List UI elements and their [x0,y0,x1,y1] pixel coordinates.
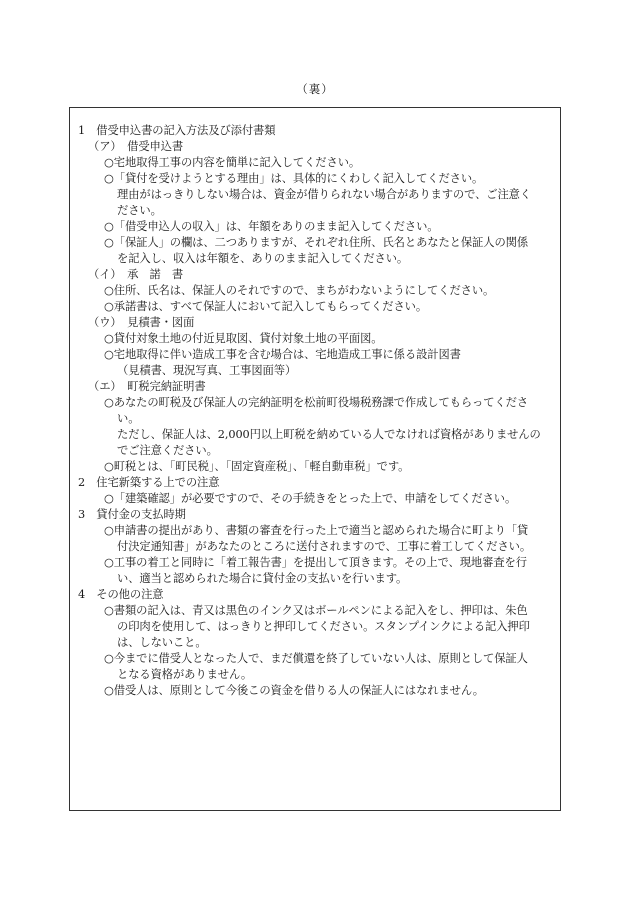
text-line: ○住所、氏名は、保証人のそれですので、まちがわないようにしてください。 [104,284,495,297]
text-line: ○宅地取得に伴い造成工事を含む場合は、宅地造成工事に係る設計図書 [104,348,461,361]
subsection-heading: （エ） 町税完納証明書 [88,380,206,393]
text-line: ○承諾書は、すべて保証人において記入してもらってください。 [104,300,428,313]
text-line: の印肉を使用して、はっきりと押印してください。スタンプインクによる記入押印 [117,620,530,633]
text-line: でご注意ください。 [117,444,218,457]
subsection-heading: （ウ） 見積書・図面 [88,316,195,329]
text-line: ただし、保証人は、2,000円以上町税を納めている人でなければ資格がありませんの [117,428,541,441]
text-line: （見積書、現況写真、工事図面等） [117,364,297,377]
text-line: 理由がはっきりしない場合は、資金が借りられない場合がありますので、ご注意く [117,188,532,201]
text-line: ○あなたの町税及び保証人の完納証明を松前町役場税務課で作成してもらってくださ [104,396,529,409]
section-heading: 3 貸付金の支払時期 [78,508,186,521]
text-line: い。 [117,412,140,425]
page-header: （裏） [296,82,334,96]
text-line: は、しないこと。 [117,636,207,649]
document-body [78,123,560,699]
text-line: ○申請書の提出があり、書類の審査を行った上で適当と認められた場合に町より「貸 [104,524,529,537]
text-line: ○「建築確認」が必要ですので、その手続きをとった上で、申請をしてください。 [104,492,517,505]
section-heading: 2 住宅新築する上での注意 [78,476,220,489]
text-line: となる資格がありません。 [117,668,253,681]
text-line: ○「借受申込人の収入」は、年額をありのまま記入してください。 [104,220,439,233]
text-line: ○町税とは、「町民税」、「固定資産税」、「軽自動車税」です。 [104,460,410,473]
text-line: ○貸付対象土地の付近見取図、貸付対象土地の平面図。 [104,332,383,345]
text-line: ○今までに借受人となった人で、まだ償還を終了していない人は、原則として保証人 [104,652,528,665]
text-line: ○「保証人」の欄は、二つありますが、それぞれ住所、氏名とあなたと保証人の関係 [104,236,529,249]
text-line: を記入し、収入は年額を、ありのまま記入してください。 [117,252,409,265]
subsection-heading: （イ） 承 諾 書 [88,268,184,281]
section-heading: 4 その他の注意 [78,588,164,601]
subsection-heading: （ア） 借受申込書 [88,140,184,153]
text-line: ださい。 [117,204,162,217]
text-line: 付決定通知書」があなたのところに送付されますので、工事に着工してください。 [117,540,532,553]
text-line: ○「貸付を受けようとする理由」は、具体的にくわしく記入してください。 [104,172,484,185]
text-line: い、適当と認められた場合に貸付金の支払いを行います。 [117,572,408,585]
text-line: ○借受人は、原則として今後この資金を借りる人の保証人にはなれません。 [104,684,484,697]
text-line: ○書類の記入は、青又は黒色のインク又はボールペンによる記入をし、押印は、朱色 [104,604,528,617]
section-heading: 1 借受申込書の記入方法及び添付書類 [78,124,276,137]
text-line: ○宅地取得工事の内容を簡単に記入してください。 [104,156,361,169]
text-line: ○工事の着工と同時に「着工報告書」を提出して頂きます。その上で、現地審査を行 [104,556,527,569]
